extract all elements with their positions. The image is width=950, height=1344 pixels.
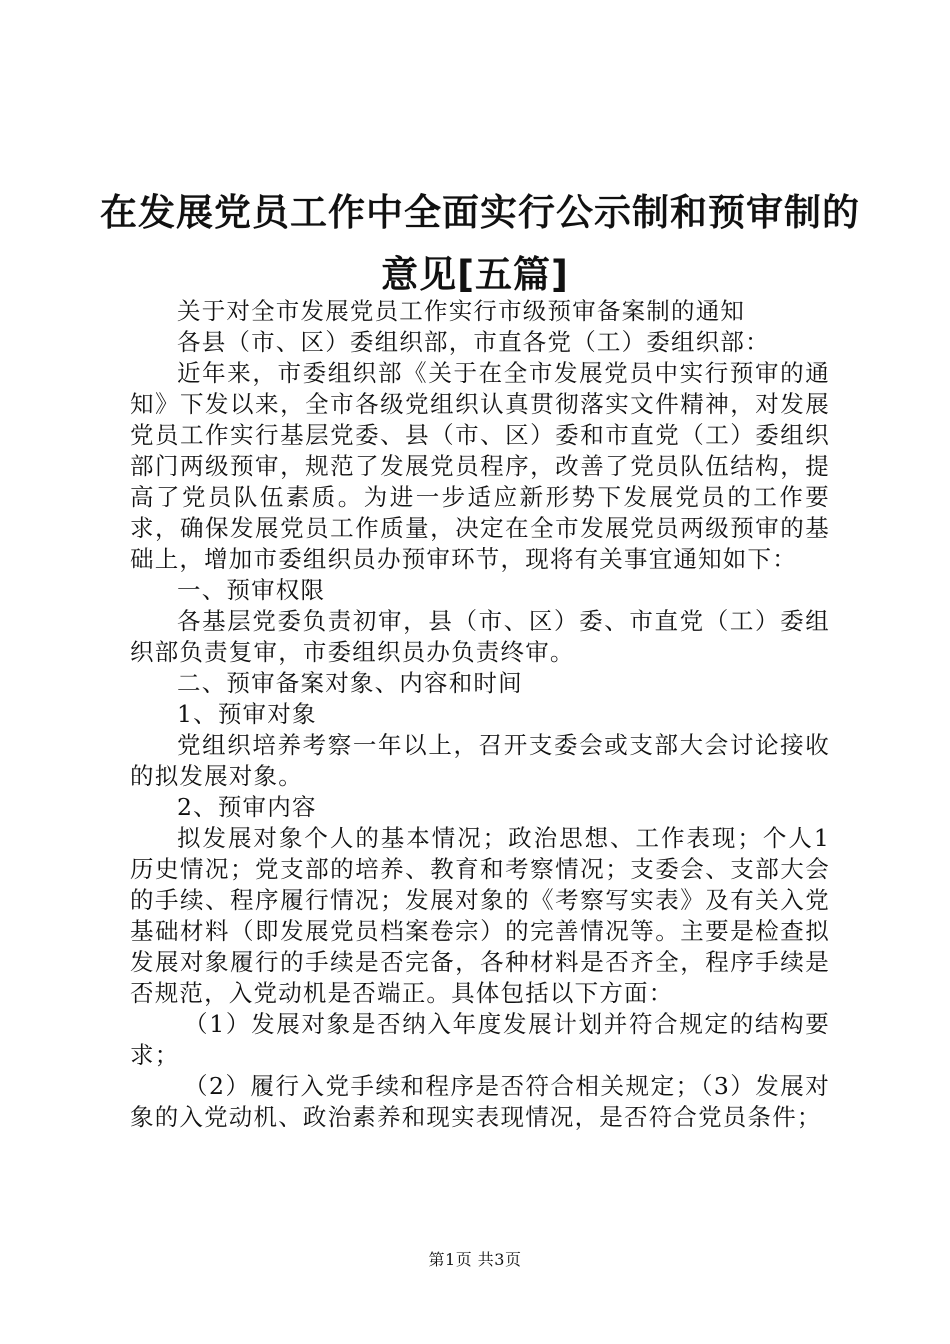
document-body [130, 296, 830, 1133]
page-footer: 第1页 共3页 [428, 1250, 522, 1269]
list-item-1: （1）发展对象是否纳入年度发展计划并符合规定的结构要求； [130, 1010, 830, 1069]
notice-heading: 关于对全市发展党员工作实行市级预审备案制的通知 [177, 297, 746, 325]
document-title [100, 182, 860, 306]
subsection-2-paragraph: 拟发展对象个人的基本情况；政治思想、工作表现；个人1历史情况；党支部的培养、教育和考察情况；支委会、支部大会的手续、程序履行情况；发展对象的《考察写实表》及有关入党基础材料（即发展党员档案卷宗）的完善情况等。主要是检查拟发展对象履行的手续是否完备，各种材料是否齐全，程序手续是否规范，入党动机是否端正。具体包括以下方面： [130, 824, 830, 1007]
recipients-line: 各县（市、区）委组织部，市直各党（工）委组织部： [177, 328, 770, 356]
section-1-paragraph: 各基层党委负责初审，县（市、区）委、市直党（工）委组织部负责复审，市委组织员办负责终审。 [130, 607, 830, 666]
intro-paragraph: 近年来，市委组织部《关于在全市发展党员中实行预审的通知》下发以来，全市各级党组织认真贯彻落实文件精神，对发展党员工作实行基层党委、县（市、区）委和市直党（工）委组织部门两级预审，规范了发展党员程序，改善了党员队伍结构，提高了党员队伍素质。为进一步适应新形势下发展党员的工作要求，确保发展党员工作质量，决定在全市发展党员两级预审的基础上，增加市委组织员办预审环节，现将有关事宜通知如下： [130, 359, 830, 573]
title-line-1: 在发展党员工作中全面实行公示制和预审制的 [100, 191, 860, 234]
list-item-2: （2）履行入党手续和程序是否符合相关规定；（3）发展对象的入党动机、政治素养和现实表现情况，是否符合党员条件； [130, 1072, 830, 1131]
section-heading-2: 二、预审备案对象、内容和时间 [177, 669, 523, 697]
section-heading-1: 一、预审权限 [177, 576, 326, 604]
title-line-2: 意见[五篇] [381, 253, 569, 296]
subsection-heading-2: 2、预审内容 [177, 793, 317, 821]
subsection-heading-1: 1、预审对象 [177, 700, 317, 728]
subsection-1-paragraph: 党组织培养考察一年以上，召开支委会或支部大会讨论接收的拟发展对象。 [130, 731, 830, 790]
